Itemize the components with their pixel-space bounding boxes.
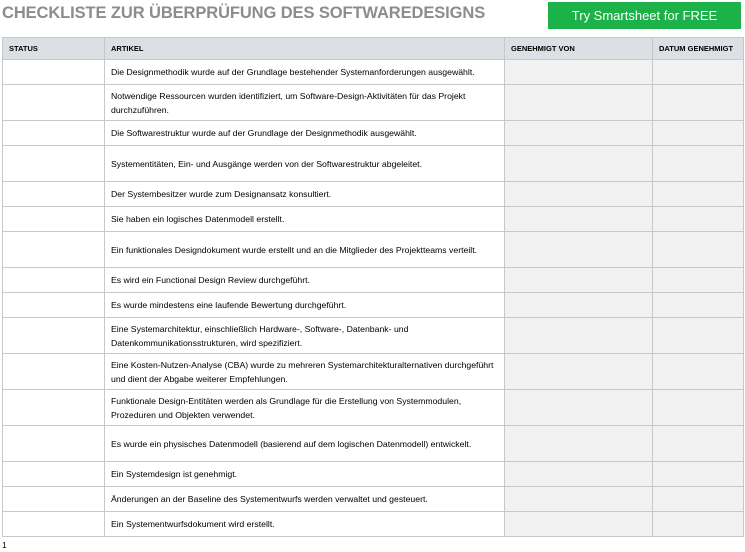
genehmigt-von-cell[interactable] xyxy=(505,146,653,182)
table-row xyxy=(3,354,744,390)
genehmigt-von-cell[interactable] xyxy=(505,487,653,512)
artikel-cell: Eine Systemarchitektur, einschließlich Hardware-, Software-, Datenbank- und Datenkommunikationsstrukturen, wird spezifiziert. xyxy=(105,318,505,354)
status-cell[interactable] xyxy=(3,146,105,182)
artikel-cell: Ein funktionales Designdokument wurde erstellt und an die Mitglieder des Projektteams verteilt. xyxy=(105,232,505,268)
artikel-cell: Die Softwarestruktur wurde auf der Grundlage der Designmethodik ausgewählt. xyxy=(105,121,505,146)
table-row xyxy=(3,85,744,121)
checklist-table xyxy=(2,37,744,537)
status-cell[interactable] xyxy=(3,512,105,537)
artikel-cell: Änderungen an der Baseline des Systementwurfs werden verwaltet und gesteuert. xyxy=(105,487,505,512)
table-header-row xyxy=(3,38,744,60)
datum-genehmigt-cell[interactable] xyxy=(653,268,744,293)
table-row xyxy=(3,487,744,512)
genehmigt-von-cell[interactable] xyxy=(505,354,653,390)
table-row xyxy=(3,268,744,293)
status-cell[interactable] xyxy=(3,268,105,293)
header-genehmigt-von: GENEHMIGT VON xyxy=(505,38,653,60)
genehmigt-von-cell[interactable] xyxy=(505,85,653,121)
header-status: STATUS xyxy=(3,38,105,60)
genehmigt-von-cell[interactable] xyxy=(505,462,653,487)
table-row xyxy=(3,232,744,268)
page-title: CHECKLISTE ZUR ÜBERPRÜFUNG DES SOFTWAREDESIGNS xyxy=(2,4,486,22)
datum-genehmigt-cell[interactable] xyxy=(653,60,744,85)
artikel-cell: Der Systembesitzer wurde zum Designansatz konsultiert. xyxy=(105,182,505,207)
table-row xyxy=(3,121,744,146)
datum-genehmigt-cell[interactable] xyxy=(653,293,744,318)
datum-genehmigt-cell[interactable] xyxy=(653,121,744,146)
datum-genehmigt-cell[interactable] xyxy=(653,232,744,268)
table-row xyxy=(3,146,744,182)
artikel-cell: Funktionale Design-Entitäten werden als Grundlage für die Erstellung von Systemmodulen, Prozeduren und Objekten verwendet. xyxy=(105,390,505,426)
header-artikel: ARTIKEL xyxy=(105,38,505,60)
status-cell[interactable] xyxy=(3,462,105,487)
genehmigt-von-cell[interactable] xyxy=(505,390,653,426)
artikel-cell: Notwendige Ressourcen wurden identifiziert, um Software-Design-Aktivitäten für das Projekt durchzuführen. xyxy=(105,85,505,121)
artikel-cell: Systementitäten, Ein- und Ausgänge werden von der Softwarestruktur abgeleitet. xyxy=(105,146,505,182)
page-number: 1 xyxy=(2,540,7,550)
datum-genehmigt-cell[interactable] xyxy=(653,207,744,232)
genehmigt-von-cell[interactable] xyxy=(505,318,653,354)
table-row xyxy=(3,390,744,426)
table-row xyxy=(3,462,744,487)
table-row xyxy=(3,512,744,537)
datum-genehmigt-cell[interactable] xyxy=(653,487,744,512)
status-cell[interactable] xyxy=(3,232,105,268)
status-cell[interactable] xyxy=(3,60,105,85)
status-cell[interactable] xyxy=(3,390,105,426)
artikel-cell: Eine Kosten-Nutzen-Analyse (CBA) wurde zu mehreren Systemarchitekturalternativen durchgeführt und dient der Abgabe weiterer Empfehlungen. xyxy=(105,354,505,390)
datum-genehmigt-cell[interactable] xyxy=(653,512,744,537)
status-cell[interactable] xyxy=(3,207,105,232)
datum-genehmigt-cell[interactable] xyxy=(653,85,744,121)
artikel-cell: Es wird ein Functional Design Review durchgeführt. xyxy=(105,268,505,293)
genehmigt-von-cell[interactable] xyxy=(505,207,653,232)
table-row xyxy=(3,426,744,462)
try-smartsheet-button[interactable]: Try Smartsheet for FREE xyxy=(548,2,741,29)
datum-genehmigt-cell[interactable] xyxy=(653,354,744,390)
genehmigt-von-cell[interactable] xyxy=(505,60,653,85)
table-row xyxy=(3,207,744,232)
table-row xyxy=(3,293,744,318)
datum-genehmigt-cell[interactable] xyxy=(653,182,744,207)
artikel-cell: Es wurde mindestens eine laufende Bewertung durchgeführt. xyxy=(105,293,505,318)
datum-genehmigt-cell[interactable] xyxy=(653,462,744,487)
table-row xyxy=(3,182,744,207)
artikel-cell: Ein Systementwurfsdokument wird erstellt. xyxy=(105,512,505,537)
genehmigt-von-cell[interactable] xyxy=(505,268,653,293)
genehmigt-von-cell[interactable] xyxy=(505,512,653,537)
status-cell[interactable] xyxy=(3,85,105,121)
genehmigt-von-cell[interactable] xyxy=(505,426,653,462)
status-cell[interactable] xyxy=(3,293,105,318)
genehmigt-von-cell[interactable] xyxy=(505,182,653,207)
datum-genehmigt-cell[interactable] xyxy=(653,390,744,426)
artikel-cell: Es wurde ein physisches Datenmodell (basierend auf dem logischen Datenmodell) entwickelt. xyxy=(105,426,505,462)
genehmigt-von-cell[interactable] xyxy=(505,121,653,146)
artikel-cell: Die Designmethodik wurde auf der Grundlage bestehender Systemanforderungen ausgewählt. xyxy=(105,60,505,85)
genehmigt-von-cell[interactable] xyxy=(505,293,653,318)
table-row xyxy=(3,318,744,354)
artikel-cell: Sie haben ein logisches Datenmodell erstellt. xyxy=(105,207,505,232)
datum-genehmigt-cell[interactable] xyxy=(653,318,744,354)
status-cell[interactable] xyxy=(3,487,105,512)
status-cell[interactable] xyxy=(3,121,105,146)
datum-genehmigt-cell[interactable] xyxy=(653,426,744,462)
status-cell[interactable] xyxy=(3,426,105,462)
status-cell[interactable] xyxy=(3,318,105,354)
table-row xyxy=(3,60,744,85)
header-datum-genehmigt: DATUM GENEHMIGT xyxy=(653,38,744,60)
artikel-cell: Ein Systemdesign ist genehmigt. xyxy=(105,462,505,487)
genehmigt-von-cell[interactable] xyxy=(505,232,653,268)
datum-genehmigt-cell[interactable] xyxy=(653,146,744,182)
status-cell[interactable] xyxy=(3,182,105,207)
status-cell[interactable] xyxy=(3,354,105,390)
